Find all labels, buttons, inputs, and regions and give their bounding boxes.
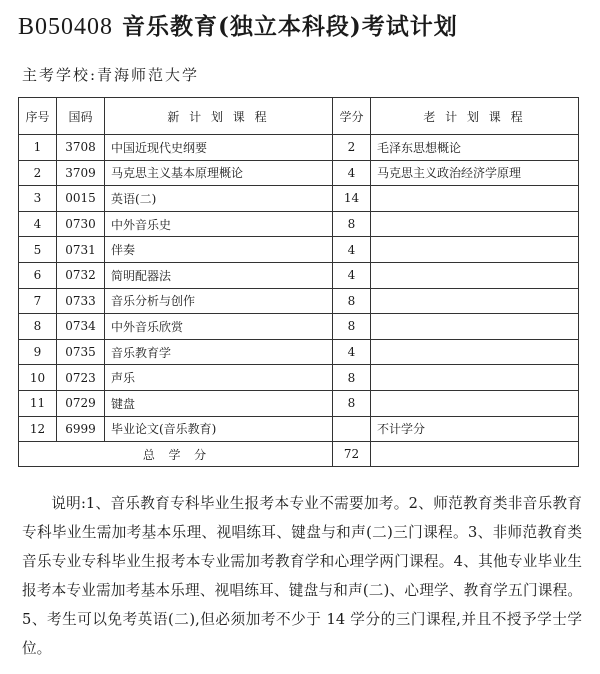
row-credit: 2 — [333, 135, 371, 161]
row-code: 0729 — [57, 390, 105, 416]
row-code: 0733 — [57, 288, 105, 314]
header-seq: 序号 — [19, 98, 57, 135]
row-code: 3708 — [57, 135, 105, 161]
row-course: 音乐分析与创作 — [105, 288, 333, 314]
row-seq: 10 — [19, 365, 57, 391]
table-row — [19, 288, 579, 314]
row-old-course: 马克思主义政治经济学原理 — [371, 160, 579, 186]
total-credit: 72 — [333, 442, 371, 467]
row-seq: 11 — [19, 390, 57, 416]
row-old-course — [371, 186, 579, 212]
row-course: 中外音乐史 — [105, 211, 333, 237]
row-seq: 9 — [19, 339, 57, 365]
row-old-course: 不计学分 — [371, 416, 579, 442]
table-row — [19, 186, 579, 212]
row-seq: 1 — [19, 135, 57, 161]
table-row — [19, 416, 579, 442]
header-old-course: 老 计 划 课 程 — [371, 98, 579, 135]
row-old-course — [371, 237, 579, 263]
row-code: 0731 — [57, 237, 105, 263]
row-credit: 14 — [333, 186, 371, 212]
row-old-course — [371, 288, 579, 314]
row-course: 键盘 — [105, 390, 333, 416]
table-row — [19, 211, 579, 237]
row-code: 0723 — [57, 365, 105, 391]
page-title — [18, 8, 588, 41]
host-school: 主考学校:青海师范大学 — [22, 66, 200, 84]
table-row — [19, 160, 579, 186]
row-credit: 4 — [333, 160, 371, 186]
row-course: 毕业论文(音乐教育) — [105, 416, 333, 442]
header-credit: 学分 — [333, 98, 371, 135]
row-course: 声乐 — [105, 365, 333, 391]
row-credit: 8 — [333, 211, 371, 237]
row-seq: 8 — [19, 314, 57, 340]
row-code: 3709 — [57, 160, 105, 186]
row-credit: 4 — [333, 339, 371, 365]
row-credit: 4 — [333, 262, 371, 288]
row-old-course: 毛泽东思想概论 — [371, 135, 579, 161]
row-course: 伴奏 — [105, 237, 333, 263]
row-credit — [333, 416, 371, 442]
row-old-course — [371, 262, 579, 288]
total-label: 总 学 分 — [19, 442, 333, 467]
row-seq: 7 — [19, 288, 57, 314]
row-code: 0015 — [57, 186, 105, 212]
row-code: 0730 — [57, 211, 105, 237]
row-old-course — [371, 365, 579, 391]
row-course: 简明配器法 — [105, 262, 333, 288]
program-name: 音乐教育(独立本科段)考试计划 — [122, 13, 458, 40]
header-new-course: 新 计 划 课 程 — [105, 98, 333, 135]
explanation-note — [22, 489, 582, 663]
note-text: 说明:1、音乐教育专科毕业生报考本专业不需要加考。2、师范教育类非音乐教育专科毕业生需加考基本乐理、视唱练耳、键盘与和声(二)三门课程。3、非师范教育类音乐专业专科毕业生报考本专业需加考教育学和心理学两门课程。4、其他专业毕业生报考本专业需加考基本乐理、视唱练耳、键盘与和声(二)、心理学、教育学五门课程。5、考生可以免考英语(二),但必须加考不少于 14 学分的三门课程,并且不授予学士学位。 — [22, 495, 582, 657]
table-row — [19, 314, 579, 340]
row-course: 中外音乐欣赏 — [105, 314, 333, 340]
row-old-course — [371, 390, 579, 416]
row-code: 0734 — [57, 314, 105, 340]
row-seq: 12 — [19, 416, 57, 442]
row-course: 中国近现代史纲要 — [105, 135, 333, 161]
table-row — [19, 339, 579, 365]
row-seq: 6 — [19, 262, 57, 288]
row-seq: 2 — [19, 160, 57, 186]
row-course: 英语(二) — [105, 186, 333, 212]
table-row — [19, 365, 579, 391]
row-code: 6999 — [57, 416, 105, 442]
program-code: B050408 — [18, 14, 114, 40]
table-row — [19, 237, 579, 263]
table-row — [19, 135, 579, 161]
row-code: 0735 — [57, 339, 105, 365]
row-old-course — [371, 211, 579, 237]
row-code: 0732 — [57, 262, 105, 288]
exam-plan-table — [18, 97, 579, 467]
row-seq: 3 — [19, 186, 57, 212]
row-old-course — [371, 314, 579, 340]
row-old-course — [371, 339, 579, 365]
row-credit: 8 — [333, 390, 371, 416]
header-code: 国码 — [57, 98, 105, 135]
row-credit: 8 — [333, 288, 371, 314]
row-course: 音乐教育学 — [105, 339, 333, 365]
total-row — [19, 442, 579, 467]
row-credit: 8 — [333, 365, 371, 391]
table-row — [19, 390, 579, 416]
total-old-empty — [371, 442, 579, 467]
row-credit: 4 — [333, 237, 371, 263]
row-course: 马克思主义基本原理概论 — [105, 160, 333, 186]
table-header-row — [19, 98, 579, 135]
table-row — [19, 262, 579, 288]
row-seq: 5 — [19, 237, 57, 263]
row-credit: 8 — [333, 314, 371, 340]
row-seq: 4 — [19, 211, 57, 237]
